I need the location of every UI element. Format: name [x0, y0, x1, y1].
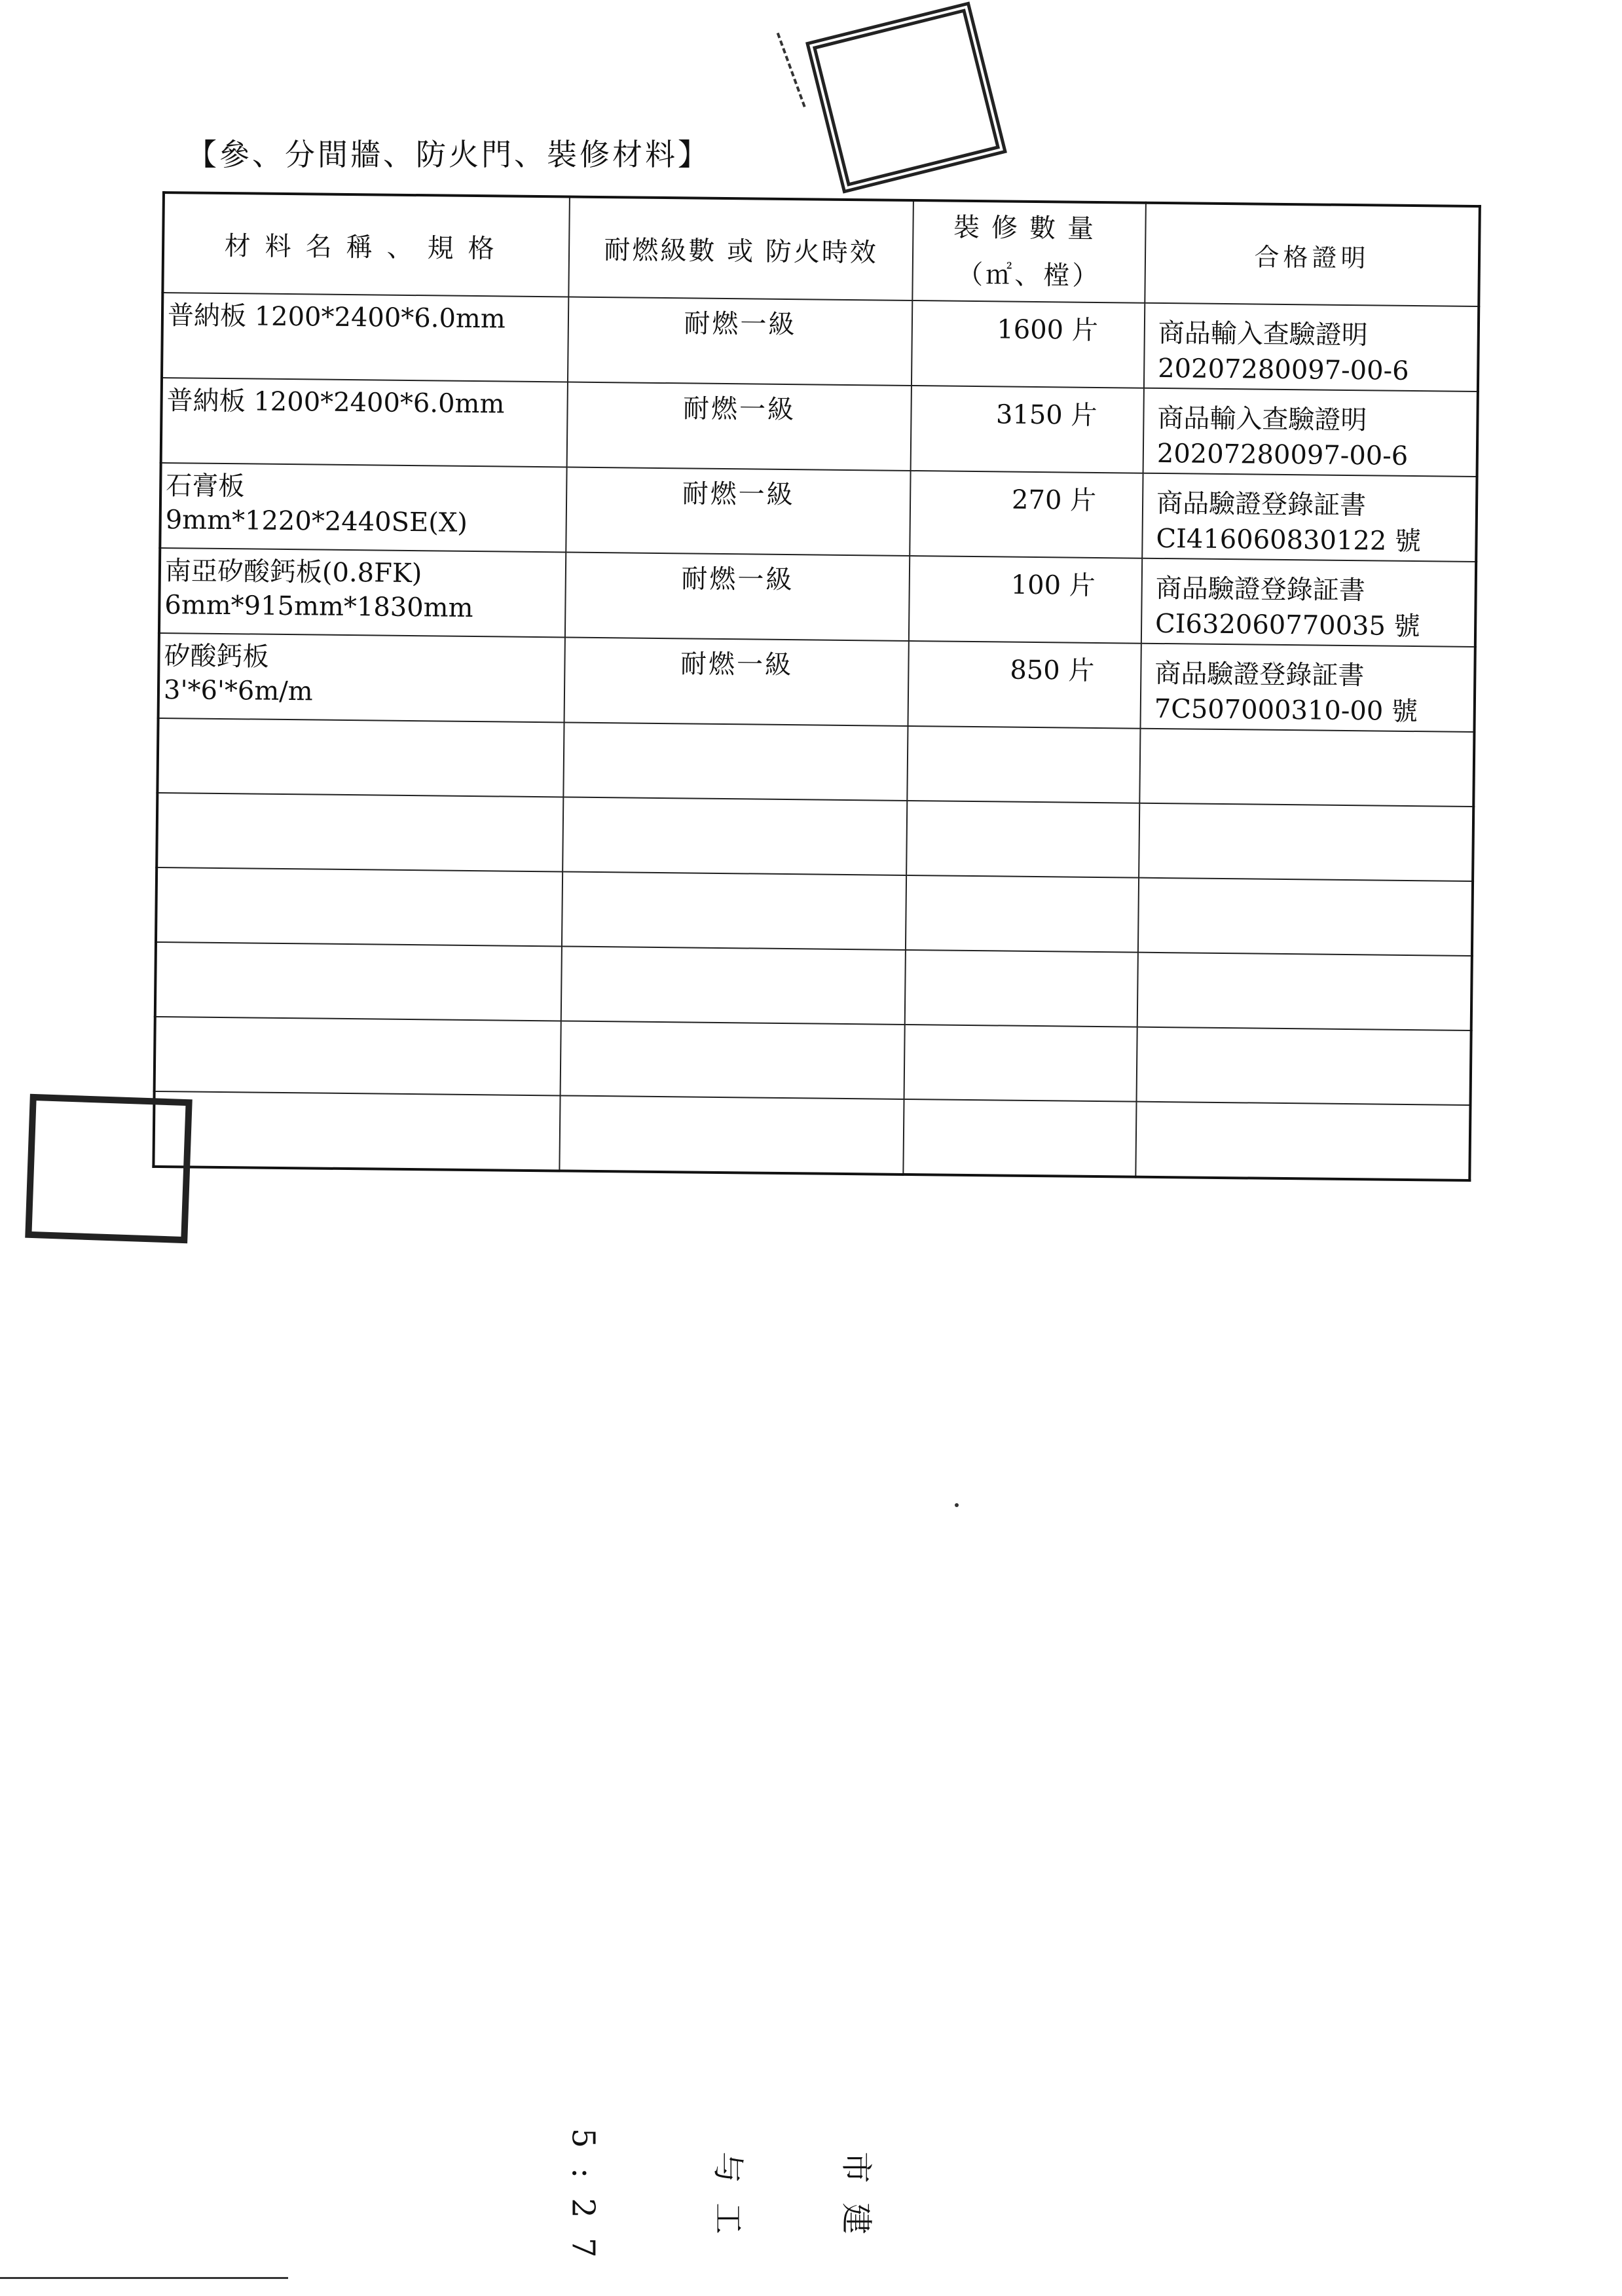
material-name-line2: 9mm*1220*2440SE(X) [165, 505, 468, 538]
certificate-type: 商品輸入查驗證明 [1157, 403, 1367, 436]
cell-fire-rating: 耐燃一級 [566, 467, 910, 555]
empty-cell [1139, 729, 1474, 807]
empty-cell [561, 946, 906, 1024]
material-name-line2: 6mm*915mm*1830mm [164, 590, 473, 624]
empty-cell [562, 797, 907, 875]
empty-cell [1139, 803, 1473, 881]
table-row [162, 293, 1479, 392]
empty-cell [563, 722, 908, 800]
empty-cell [1137, 1027, 1471, 1105]
header-quantity [912, 200, 1146, 303]
empty-cell [155, 1017, 561, 1095]
cell-certificate [1140, 644, 1475, 732]
fragment-text: 与工 [709, 2151, 746, 2254]
empty-table-row [155, 942, 1472, 1030]
empty-table-row [157, 718, 1474, 807]
empty-cell [904, 1025, 1137, 1102]
cell-material-name [160, 463, 566, 552]
cell-fire-rating: 耐燃一級 [568, 297, 912, 386]
header-fire-rating: 耐燃級數 或 防火時效 [568, 197, 913, 301]
empty-cell [906, 801, 1139, 878]
material-name-line2: 3'*6'*6m/m [163, 675, 313, 707]
certificate-number: 20207280097-00-6 [1158, 353, 1409, 386]
empty-cell [559, 1095, 904, 1174]
empty-cell [153, 1091, 560, 1171]
empty-cell [903, 1099, 1136, 1177]
empty-cell [905, 950, 1138, 1027]
table-row [160, 463, 1477, 562]
header-material-name: 材料名稱、規格 [162, 192, 570, 297]
certificate-number: CI632060770035 號 [1154, 608, 1420, 642]
empty-cell [157, 793, 563, 871]
cell-quantity: 100 片 [909, 556, 1142, 644]
cell-material-name [162, 293, 568, 382]
cell-fire-rating: 耐燃一級 [567, 382, 912, 470]
certificate-number: 20207280097-00-6 [1156, 438, 1409, 471]
header-certificate: 合格證明 [1145, 203, 1480, 306]
header-quantity-line1: 裝修數量 [953, 212, 1106, 245]
certificate-type: 商品驗證登錄証書 [1155, 573, 1365, 606]
certificate-type: 商品驗證登錄証書 [1154, 658, 1365, 691]
empty-cell [155, 942, 562, 1021]
header-quantity-line2: （㎡、樘） [956, 259, 1101, 292]
bottom-stamp-fragments [504, 2128, 910, 2278]
cell-fire-rating: 耐燃一級 [565, 552, 910, 640]
empty-cell [157, 718, 564, 797]
cell-quantity: 1600 片 [912, 301, 1145, 388]
certificate-number: CI416060830122 號 [1156, 523, 1422, 557]
section-heading: 【參、分間牆、防火門、裝修材料】 [187, 137, 710, 172]
table-row [158, 633, 1475, 732]
table-row [161, 378, 1478, 477]
certificate-number: 7C507000310-00 號 [1154, 693, 1418, 727]
cell-fire-rating: 耐燃一級 [564, 637, 909, 725]
cell-material-name [159, 548, 566, 637]
certificate-type: 商品輸入查驗證明 [1158, 318, 1369, 351]
empty-cell [561, 1021, 905, 1099]
empty-cell [1138, 878, 1473, 956]
empty-cell [907, 726, 1140, 803]
empty-cell [156, 867, 562, 946]
empty-rows [153, 718, 1474, 1180]
empty-cell [1137, 953, 1472, 1030]
material-name-line1: 普納板 1200*2400*6.0mm [166, 386, 505, 420]
cell-quantity: 270 片 [910, 471, 1143, 558]
fragment-text: 市建 [838, 2151, 875, 2254]
cell-quantity: 850 片 [908, 641, 1141, 729]
material-name-line1: 普納板 1200*2400*6.0mm [167, 301, 506, 335]
materials-table-wrapper [153, 191, 1492, 1167]
material-name-line1: 矽酸鈣板 [164, 641, 269, 672]
cell-material-name [158, 633, 565, 722]
cell-material-name [161, 378, 568, 467]
empty-cell [906, 875, 1139, 953]
empty-table-row [155, 1017, 1471, 1105]
empty-table-row [153, 1091, 1470, 1180]
cell-certificate [1142, 473, 1477, 562]
certificate-type: 商品驗證登錄証書 [1156, 488, 1367, 521]
scan-speck [955, 1503, 959, 1507]
empty-table-row [157, 793, 1473, 881]
material-name-line1: 石膏板 [166, 471, 245, 502]
material-name-line1: 南亞矽酸鈣板(0.8FK) [164, 556, 422, 589]
empty-cell [562, 871, 906, 949]
stamp-seal-left [25, 1094, 193, 1244]
empty-cell [1135, 1102, 1470, 1180]
fragment-text: 5:27 [564, 2128, 602, 2278]
cell-certificate [1144, 303, 1479, 392]
bottom-rule [0, 2277, 288, 2279]
table-header-row [162, 192, 1479, 306]
stamp-seal-top [805, 1, 1007, 193]
cell-quantity: 3150 片 [911, 386, 1144, 473]
empty-table-row [156, 867, 1473, 956]
materials-table [152, 191, 1481, 1182]
table-row [159, 548, 1476, 647]
cell-certificate [1143, 388, 1478, 477]
cell-certificate [1141, 558, 1476, 647]
